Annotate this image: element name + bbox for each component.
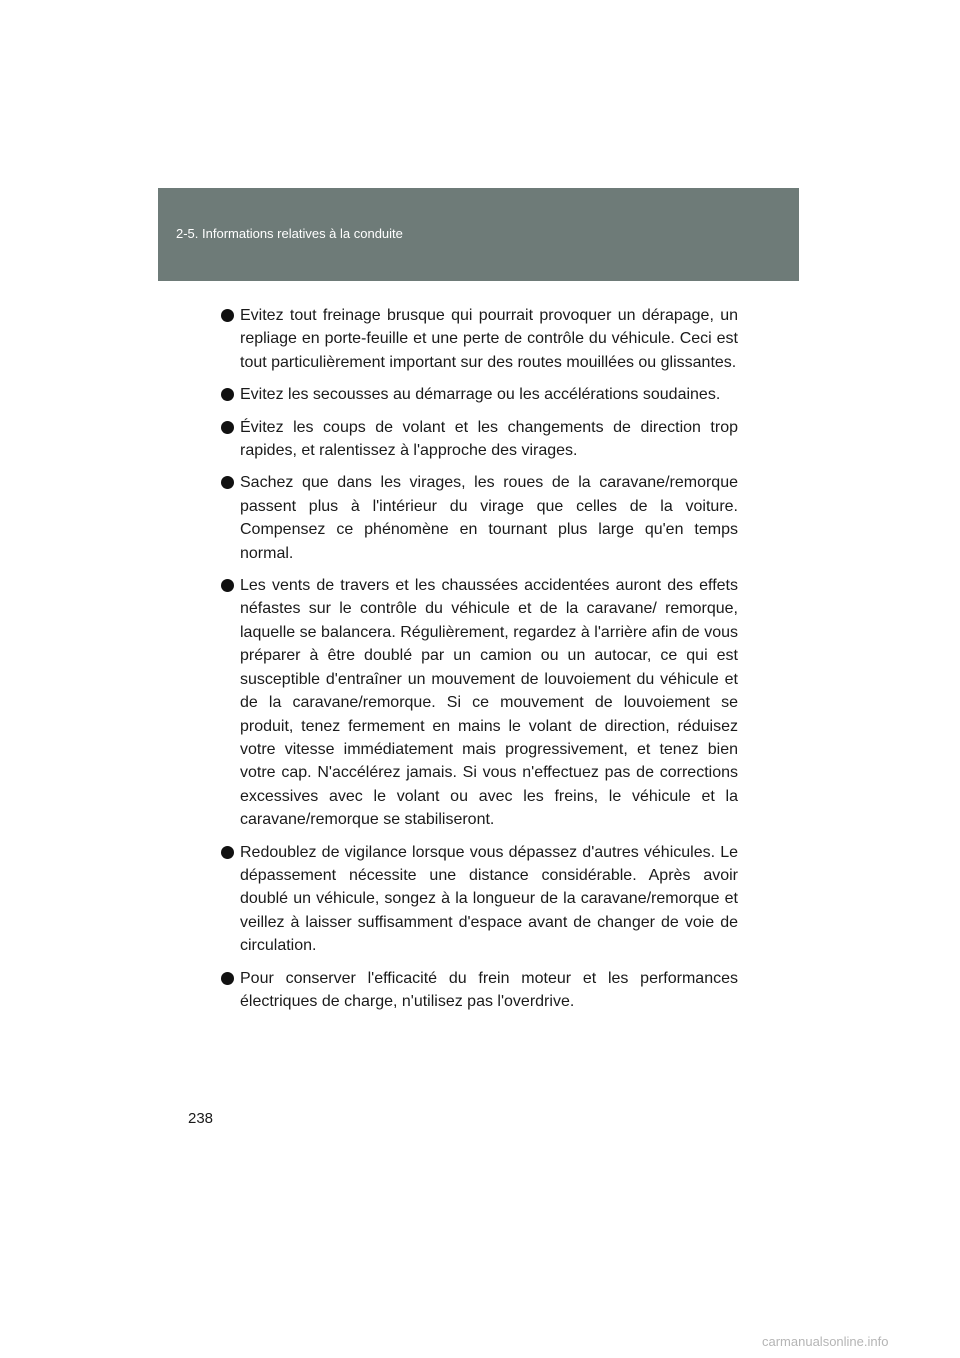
list-item-text: Pour conserver l'efficacité du frein moteur et les performances électriques de charge, n'utilisez pas l'overdrive. xyxy=(240,969,738,1010)
list-item xyxy=(221,841,738,958)
page-number: 238 xyxy=(188,1110,214,1127)
section-header-band xyxy=(158,188,799,281)
bullet-dot-icon xyxy=(221,972,234,985)
list-item xyxy=(221,967,738,1014)
list-item-text: Évitez les coups de volant et les changements de direction trop rapides, et ralentissez à l'approche des virages. xyxy=(240,418,738,460)
list-item-text: Redoublez de vigilance lorsque vous dépassez d'autres véhicules. Le dépassement nécessite une distance considérable. Après avoir doublé un véhicule, songez à la longueur de la caravane/remorque et veillez à laisser suffisamment d'espace avant de changer de voie de circulation. xyxy=(240,843,738,955)
bullet-dot-icon xyxy=(221,476,234,489)
bullet-list xyxy=(221,304,738,1022)
list-item-text: Evitez tout freinage brusque qui pourrait provoquer un dérapage, un repliage en porte-feuille et une perte de contrôle du véhicule. Ceci est tout particulièrement important sur des routes mouillées ou glissantes. xyxy=(240,307,738,371)
list-item-text: Evitez les secousses au démarrage ou les accélérations soudaines. xyxy=(240,386,721,404)
bullet-dot-icon xyxy=(221,846,234,859)
list-item-text: Sachez que dans les virages, les roues de la caravane/remorque passent plus à l'intérieur du virage que celles de la voiture. Compensez ce phénomène en tournant plus large qu'en temps normal. xyxy=(240,474,738,562)
list-item xyxy=(221,383,738,406)
list-item xyxy=(221,304,738,374)
list-item xyxy=(221,416,738,463)
bullet-dot-icon xyxy=(221,421,234,434)
list-item xyxy=(221,471,738,565)
section-title: 2-5. Informations relatives à la conduite xyxy=(176,226,403,241)
bullet-dot-icon xyxy=(221,579,234,592)
bullet-dot-icon xyxy=(221,388,234,401)
list-item-text: Les vents de travers et les chaussées accidentées auront des effets néfastes sur le contrôle du véhicule et de la caravane/ remorque, laquelle se balancera. Régulièrement, regardez à l'arrière afin de vous préparer à être doublé par un camion ou un autocar, ce qui est susceptible d'entraîner un mouvement de louvoiement du véhicule et de la caravane/remorque. Si ce mouvement de louvoiement se produit, tenez fermement en mains le volant de direction, réduisez votre vitesse immédiatement mais progressivement, et tenez bien votre cap. N'accélérez jamais. Si vous n'effectuez pas de corrections excessives avec le volant ou avec les freins, le véhicule et la caravane/remorque se stabiliseront. xyxy=(240,577,738,829)
list-item xyxy=(221,574,738,831)
watermark: carmanualsonline.info xyxy=(762,1334,889,1349)
bullet-dot-icon xyxy=(221,309,234,322)
